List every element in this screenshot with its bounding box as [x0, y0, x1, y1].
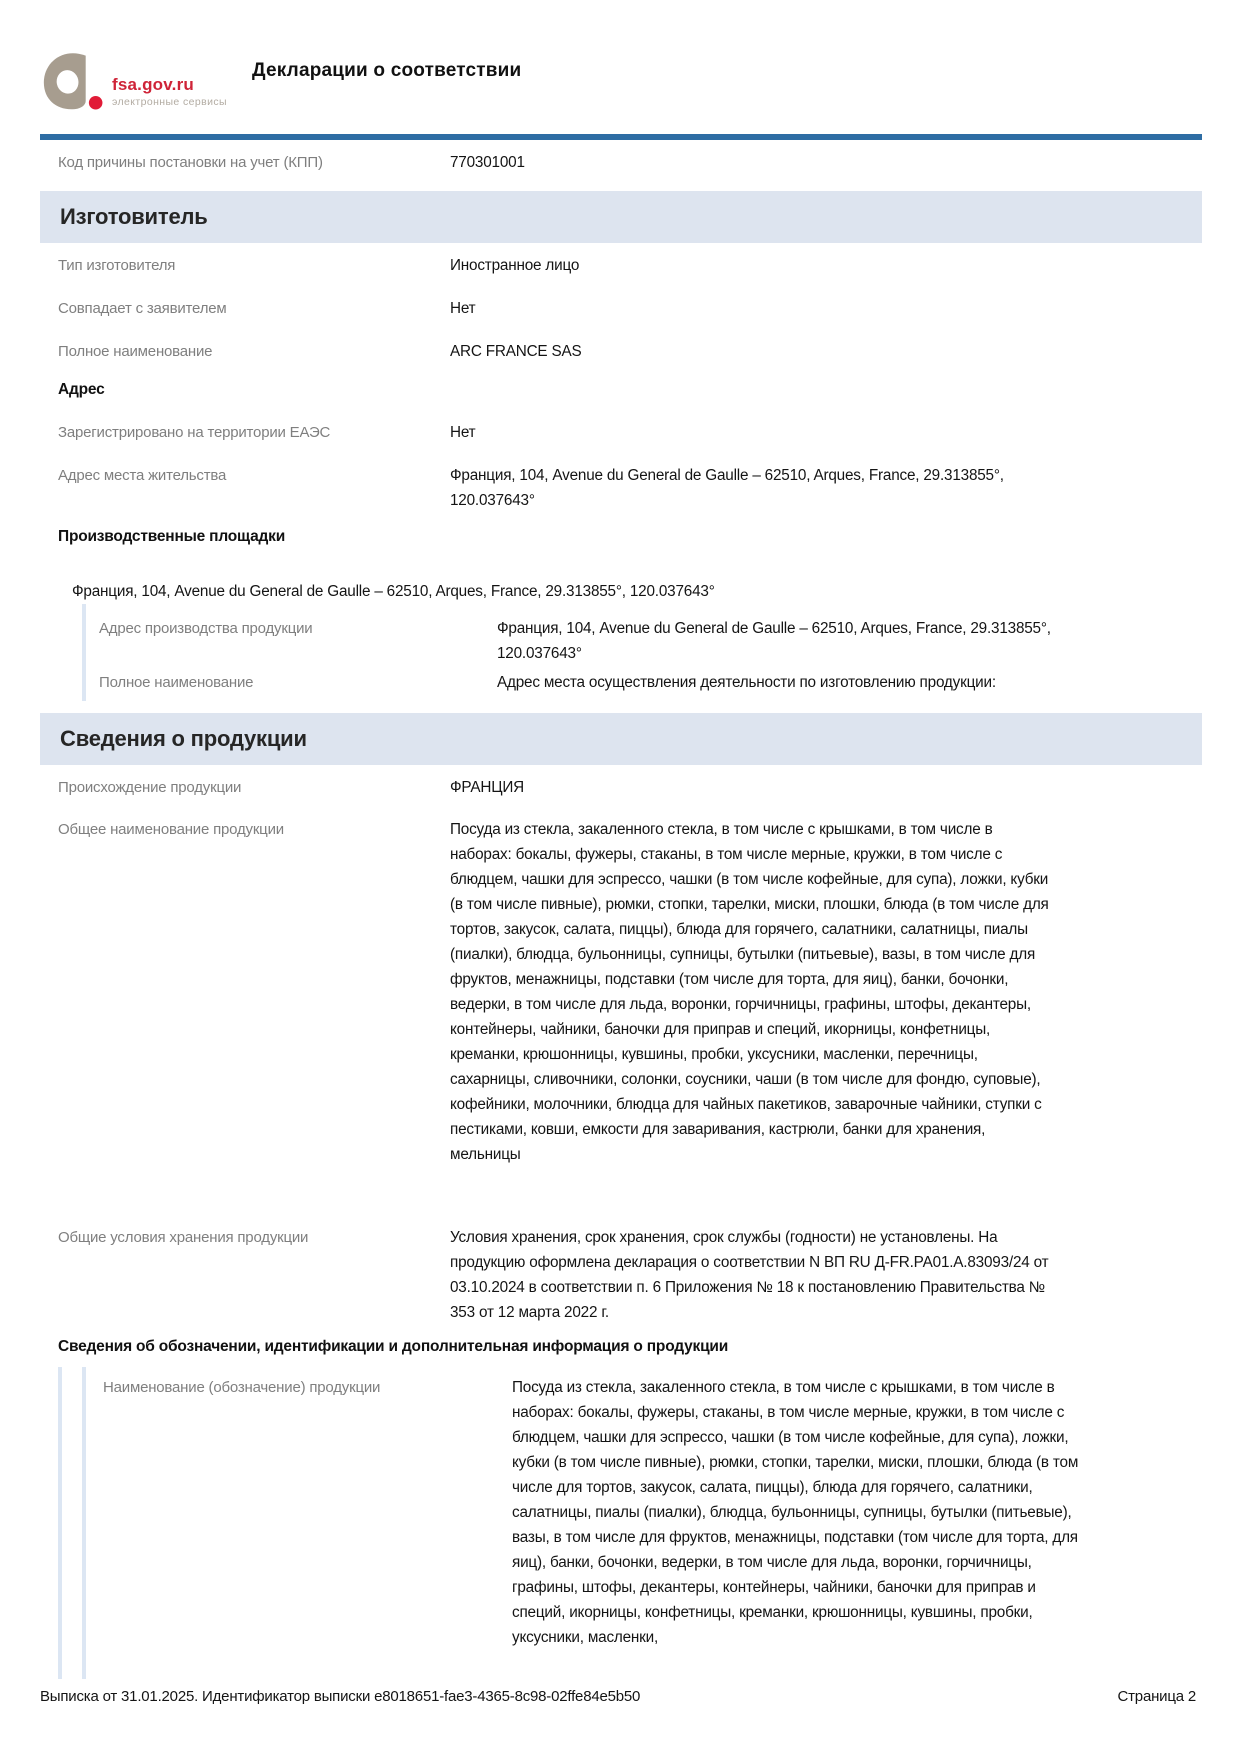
field-value: ФРАНЦИЯ: [450, 779, 525, 796]
page-number: Страница 2: [1117, 1688, 1196, 1705]
field-label: Полное наименование: [58, 343, 213, 360]
field-label: Совпадает с заявителем: [58, 300, 227, 317]
production-site-summary: Франция, 104, Avenue du General de Gaulle – 62510, Arques, France, 29.313855°, 120.037643°: [72, 583, 715, 600]
field-label: Зарегистрировано на территории ЕАЭС: [58, 424, 331, 441]
field-label: Полное наименование: [99, 674, 254, 691]
section-header-manufacturer: Изготовитель: [40, 191, 1202, 243]
field-row-production-address: [99, 616, 1202, 666]
subheading-identification: Сведения об обозначении, идентификации и дополнительная информация о продукции: [58, 1338, 729, 1355]
field-label: Адрес производства продукции: [99, 620, 313, 637]
field-row-product-designation: [103, 1375, 1202, 1675]
field-value: 770301001: [450, 154, 525, 171]
field-row-general-name: [40, 817, 1202, 1217]
field-row-storage-conditions: [40, 1225, 1202, 1325]
subheading-production-sites: Производственные площадки: [58, 528, 286, 545]
field-row-residence-address: [40, 463, 1202, 513]
fsa-logo-icon: [40, 52, 106, 110]
field-value: Нет: [450, 300, 476, 317]
field-row-manufacturer-type: [40, 253, 1202, 278]
page-footer: [40, 1688, 1196, 1705]
field-row-kpp: [40, 150, 1202, 175]
header-divider: [40, 134, 1202, 140]
field-label: Наименование (обозначение) продукции: [103, 1379, 381, 1396]
field-row-eaeu-registered: [40, 420, 1202, 445]
logo-tagline: электронные сервисы: [112, 96, 227, 108]
production-site-block: [82, 604, 1202, 701]
field-label: Адрес места жительства: [58, 467, 227, 484]
field-label: Код причины постановки на учет (КПП): [58, 154, 323, 171]
field-value: Посуда из стекла, закаленного стекла, в том числе с крышками, в том числе в наборах: бокалы, фужеры, стаканы, в том числе мерные, кружки, в том числе с блюдцем, чашки для эспрессо, чашки (в том числе кофейные, для супа), ложки, кубки (в том числе пивные), рюмки, стопки, тарелки, миски, плошки, блюда (в том числе для тортов, закусок, салата, пиццы), блюда для горячего, салатники, салатницы, пиалы (пиалки), блюдца, бульонницы, супницы, бутылки (питьевые), вазы, в том числе для фруктов, менажницы, подставки (том числе для торта, для яиц), банки, бочонки, ведерки, в том числе для льда, воронки, горчичницы, графины, штофы, декантеры, контейнеры, чайники, баночки для приправ и специй, икорницы, конфетницы, креманки, крюшонницы, кувшины, пробки, уксусники, масленки,: [512, 1379, 1079, 1646]
field-value: Адрес места осуществления деятельности по изготовлению продукции:: [497, 674, 996, 691]
field-value: Нет: [450, 424, 476, 441]
field-label: Общие условия хранения продукции: [58, 1229, 309, 1246]
field-value: Франция, 104, Avenue du General de Gaulle – 62510, Arques, France, 29.313855°, 120.037643°: [497, 620, 1051, 662]
section-header-product: Сведения о продукции: [40, 713, 1202, 765]
fsa-logo: [40, 52, 252, 110]
field-value: ARC FRANCE SAS: [450, 343, 582, 360]
field-label: Общее наименование продукции: [58, 821, 284, 838]
logo-brand: fsa.gov.ru: [112, 75, 194, 94]
subheading-address: Адрес: [58, 381, 105, 398]
field-value: Франция, 104, Avenue du General de Gaulle – 62510, Arques, France, 29.313855°, 120.037643°: [450, 467, 1004, 509]
extract-info: Выписка от 31.01.2025. Идентификатор выписки e8018651-fae3-4365-8c98-02ffe84e5b50: [40, 1688, 641, 1705]
field-label: Тип изготовителя: [58, 257, 176, 274]
field-row-origin: [40, 775, 1202, 800]
field-value: Посуда из стекла, закаленного стекла, в том числе с крышками, в том числе в наборах: бокалы, фужеры, стаканы, в том числе мерные, кружки, в том числе с блюдцем, чашки для эспрессо, чашки (в том числе кофейные, для супа), ложки, кубки (в том числе пивные), рюмки, стопки, тарелки, миски, плошки, блюда (в том числе для тортов, закусок, салата, пиццы), блюда для горячего, салатники, салатницы, пиалы (пиалки), блюдца, бульонницы, супницы, бутылки (питьевые), вазы, в том числе для фруктов, менажницы, подставки (том числе для торта, для яиц), банки, бочонки, ведерки, в том числе для льда, воронки, горчичницы, графины, штофы, декантеры, контейнеры, чайники, баночки для приправ и специй, икорницы, конфетницы, креманки, крюшонницы, кувшины, пробки, уксусники, масленки, перечницы, сахарницы, сливочники, солонки, соусники, чаши (в том числе для фондю, суповые), кофейники, молочники, блюдца для чайных пакетиков, заварочные чайники, ступки с пестиками, ковши, емкости для заваривания, кастрюли, банки для хранения, мельницы: [450, 821, 1049, 1163]
field-value: Иностранное лицо: [450, 257, 580, 274]
fsa-logo-text: [112, 76, 227, 110]
page-header: [40, 52, 1202, 110]
field-value: Условия хранения, срок хранения, срок службы (годности) не установлены. На продукцию оформлена декларация о соответствии N ВП RU Д-FR.РА01.А.83093/24 от 03.10.2024 в соответствии п. 6 Приложения № 18 к постановлению Правительства № 353 от 12 марта 2022 г.: [450, 1229, 1049, 1321]
field-label: Происхождение продукции: [58, 779, 242, 796]
field-row-matches-applicant: [40, 296, 1202, 321]
field-row-full-name: [40, 339, 1202, 364]
page-title: Декларации о соответствии: [252, 60, 522, 81]
identification-block: [58, 1367, 1202, 1679]
identification-block-inner: [82, 1367, 1202, 1679]
field-row-site-full-name: [99, 670, 1202, 695]
